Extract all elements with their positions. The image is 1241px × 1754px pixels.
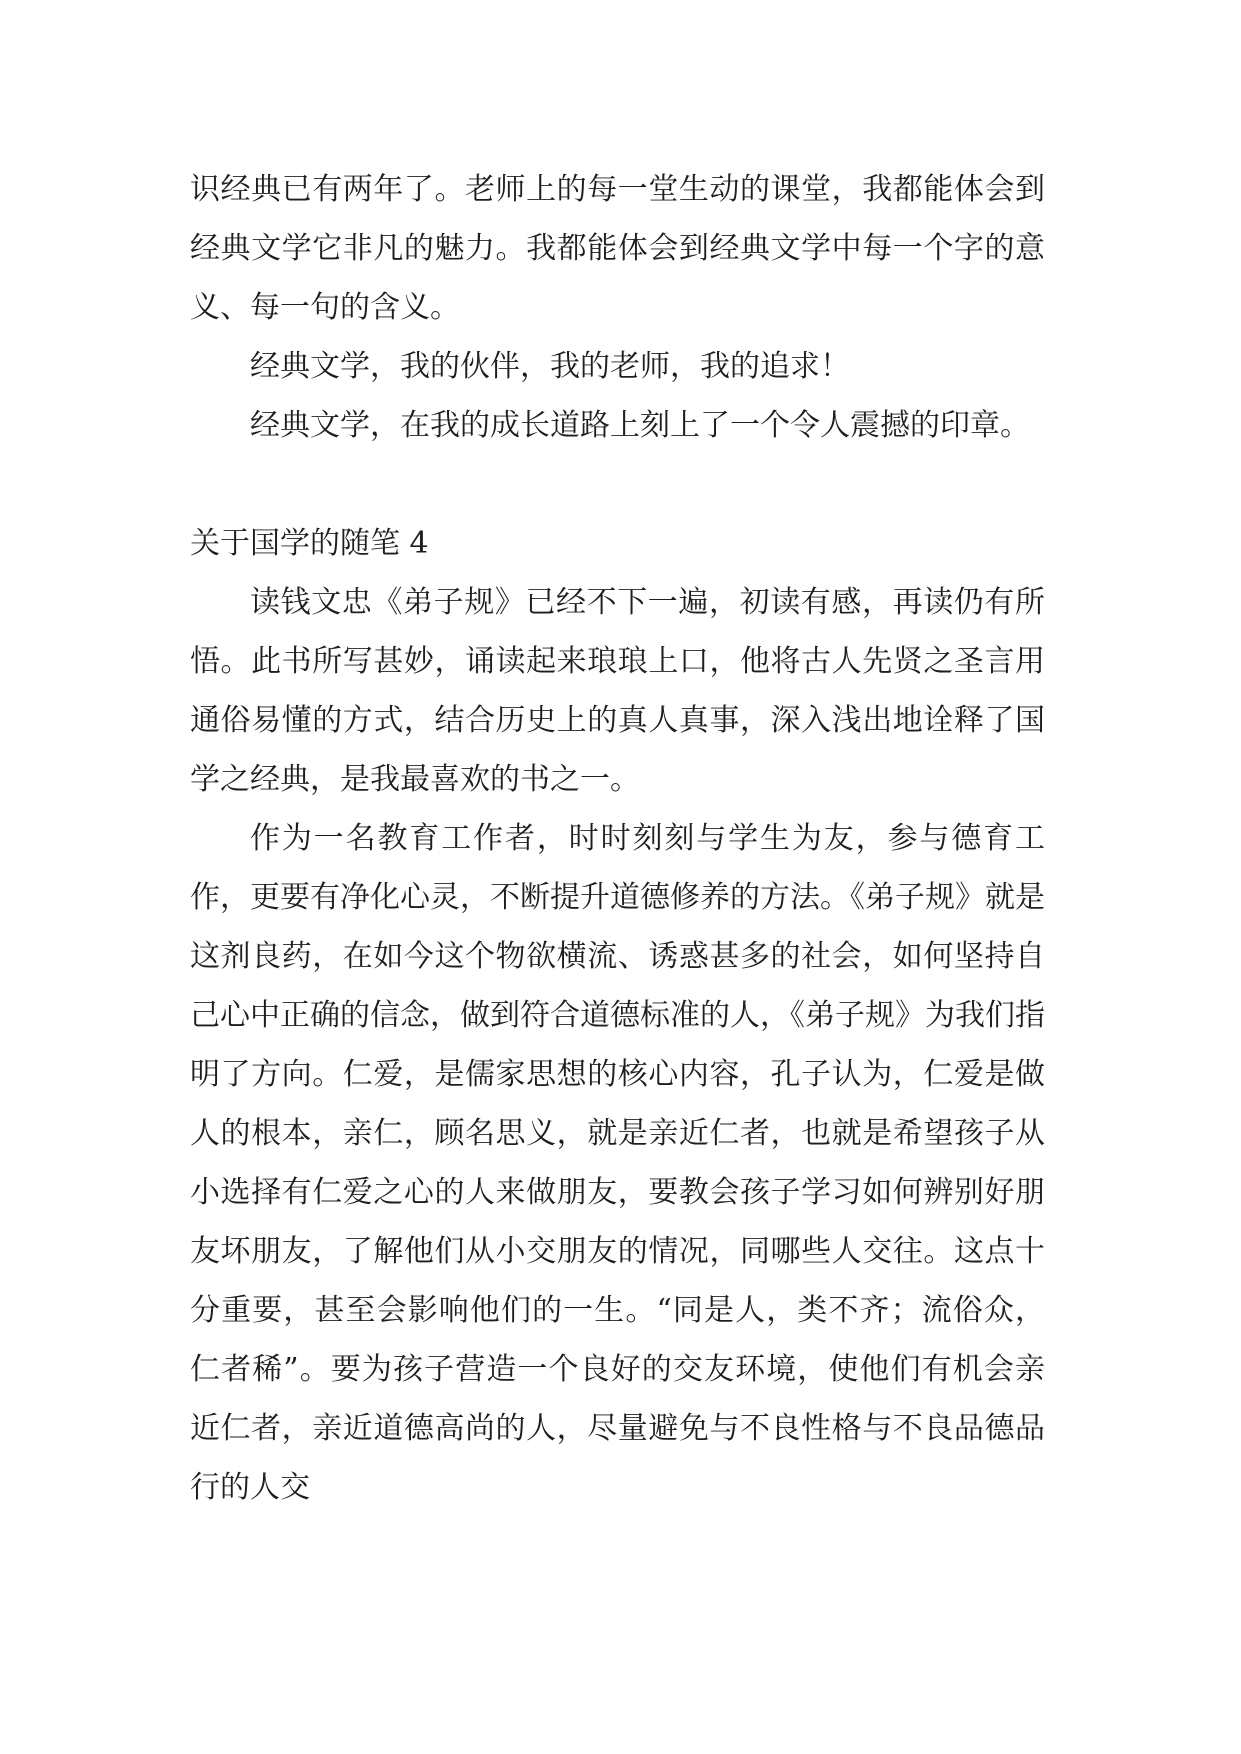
paragraph-2: 经典文学，我的伙伴，我的老师，我的追求！ <box>250 349 850 384</box>
paragraph-3: 经典文学，在我的成长道路上刻上了一个令人震撼的印章。 <box>250 408 1030 443</box>
paragraph-4: 读钱文忠《弟子规》已经不下一遍，初读有感，再读仍有所悟。此书所写甚妙，诵读起来琅琅上口，他将古人先贤之圣言用通俗易懂的方式，结合历史上的真人真事，深入浅出地诠释了国学之经典，是我最喜欢的书之一。 <box>190 585 1045 797</box>
paragraph-5: 作为一名教育工作者，时时刻刻与学生为友，参与德育工作，更要有净化心灵，不断提升道德修养的方法。《弟子规》就是这剂良药，在如今这个物欲横流、诱惑甚多的社会，如何坚持自己心中正确的信念，做到符合道德标准的人，《弟子规》为我们指明了方向。仁爱，是儒家思想的核心内容，孔子认为，仁爱是做人的根本，亲仁，顾名思义，就是亲近仁者，也就是希望孩子从小选择有仁爱之心的人来做朋友，要教会孩子学习如何辨别好朋友坏朋友，了解他们从小交朋友的情况，同哪些人交往。这点十分重要，甚至会影响他们的一生。“同是人，类不齐；流俗众，仁者稀”。要为孩子营造一个良好的交友环境，使他们有机会亲近仁者，亲近道德高尚的人，尽量避免与不良性格与不良品德品行的人交 <box>190 821 1045 1505</box>
section-title: 关于国学的随笔 4 <box>190 526 429 561</box>
paragraph-1: 识经典已有两年了。老师上的每一堂生动的课堂，我都能体会到经典文学它非凡的魅力。我都能体会到经典文学中每一个字的意义、每一句的含义。 <box>190 172 1045 325</box>
document-body <box>190 160 1045 1517</box>
